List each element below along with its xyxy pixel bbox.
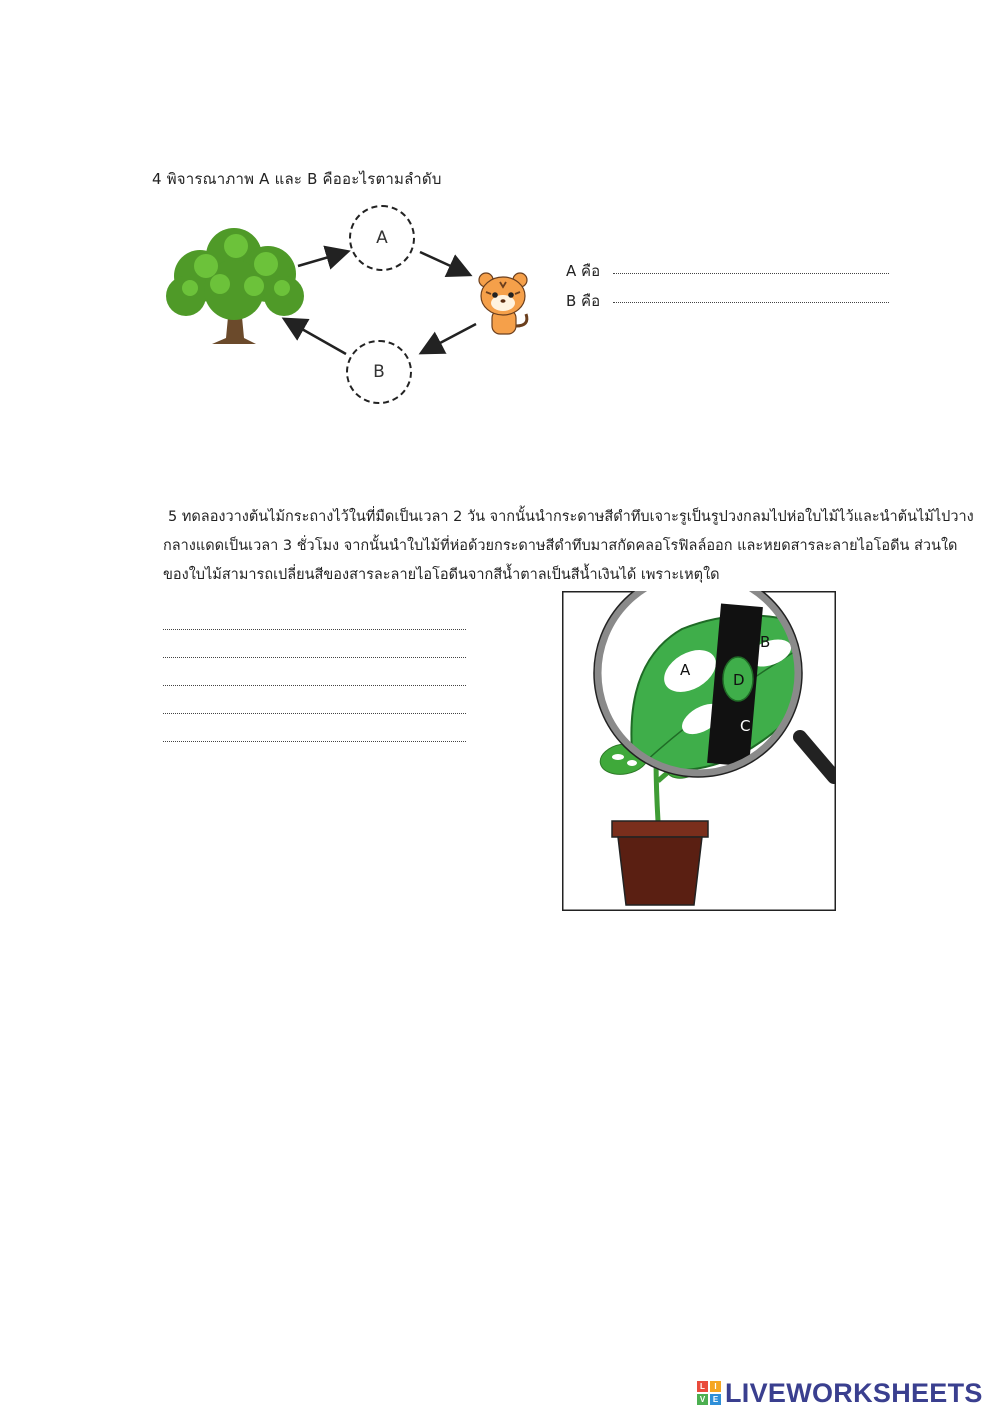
answer-a-field[interactable] (613, 273, 889, 274)
answer-b-field[interactable] (613, 302, 889, 303)
q5-text-line2: กลางแดดเป็นเวลา 3 ชั่วโมง จากนั้นนำใบไม้ที่ห่อด้วยกระดาษสีดำทึบมาสกัดคลอโรฟิลล์ออก และหยดสารละลายไอโอดีน ส่วนใด (163, 538, 958, 554)
q5-text-line1: 5 ทดลองวางต้นไม้กระถางไว้ในที่มืดเป็นเวลา 2 วัน จากนั้นนำกระดาษสีดำทึบเจาะรูเป็นรูปวงกลมไปห่อใบไม้ไว้และนำต้นไม้ไปวาง (168, 509, 974, 525)
leaf-label-c: C (740, 717, 751, 735)
brand-name: LIVEWORKSHEETS (725, 1377, 983, 1408)
leaf-label-b: B (760, 633, 771, 651)
q5-answer-line-2[interactable] (163, 657, 466, 658)
q5-answer-line-3[interactable] (163, 685, 466, 686)
logo-letter-v: V (697, 1394, 708, 1405)
tree-icon (160, 226, 308, 348)
leaf-label-d: D (733, 671, 745, 689)
q4-title: 4 พิจารณาภาพ A และ B คืออะไรตามลำดับ (152, 170, 442, 188)
tiger-icon (474, 270, 534, 340)
liveworksheets-logo-icon (697, 1381, 721, 1405)
q5-answer-line-4[interactable] (163, 713, 466, 714)
answer-a-label: A คือ (566, 262, 601, 280)
q5-text-line3: ของใบไม้สามารถเปลี่ยนสีของสารละลายไอโอดีนจากสีน้ำตาลเป็นสีน้ำเงินได้ เพราะเหตุใด (163, 567, 720, 583)
plant-magnifier-figure (562, 591, 836, 911)
logo-letter-e: E (710, 1394, 721, 1405)
circle-b: B (346, 340, 412, 404)
arrow-a-to-tiger (420, 252, 468, 274)
circle-a: A (349, 205, 415, 271)
arrow-tiger-to-b (423, 324, 476, 352)
leaf-label-a: A (680, 661, 691, 679)
q5-answer-line-5[interactable] (163, 741, 466, 742)
liveworksheets-brand[interactable] (697, 1378, 983, 1408)
logo-letter-i: I (710, 1381, 721, 1392)
answer-b-label: B คือ (566, 292, 601, 310)
q5-answer-line-1[interactable] (163, 629, 466, 630)
logo-letter-l: L (697, 1381, 708, 1392)
